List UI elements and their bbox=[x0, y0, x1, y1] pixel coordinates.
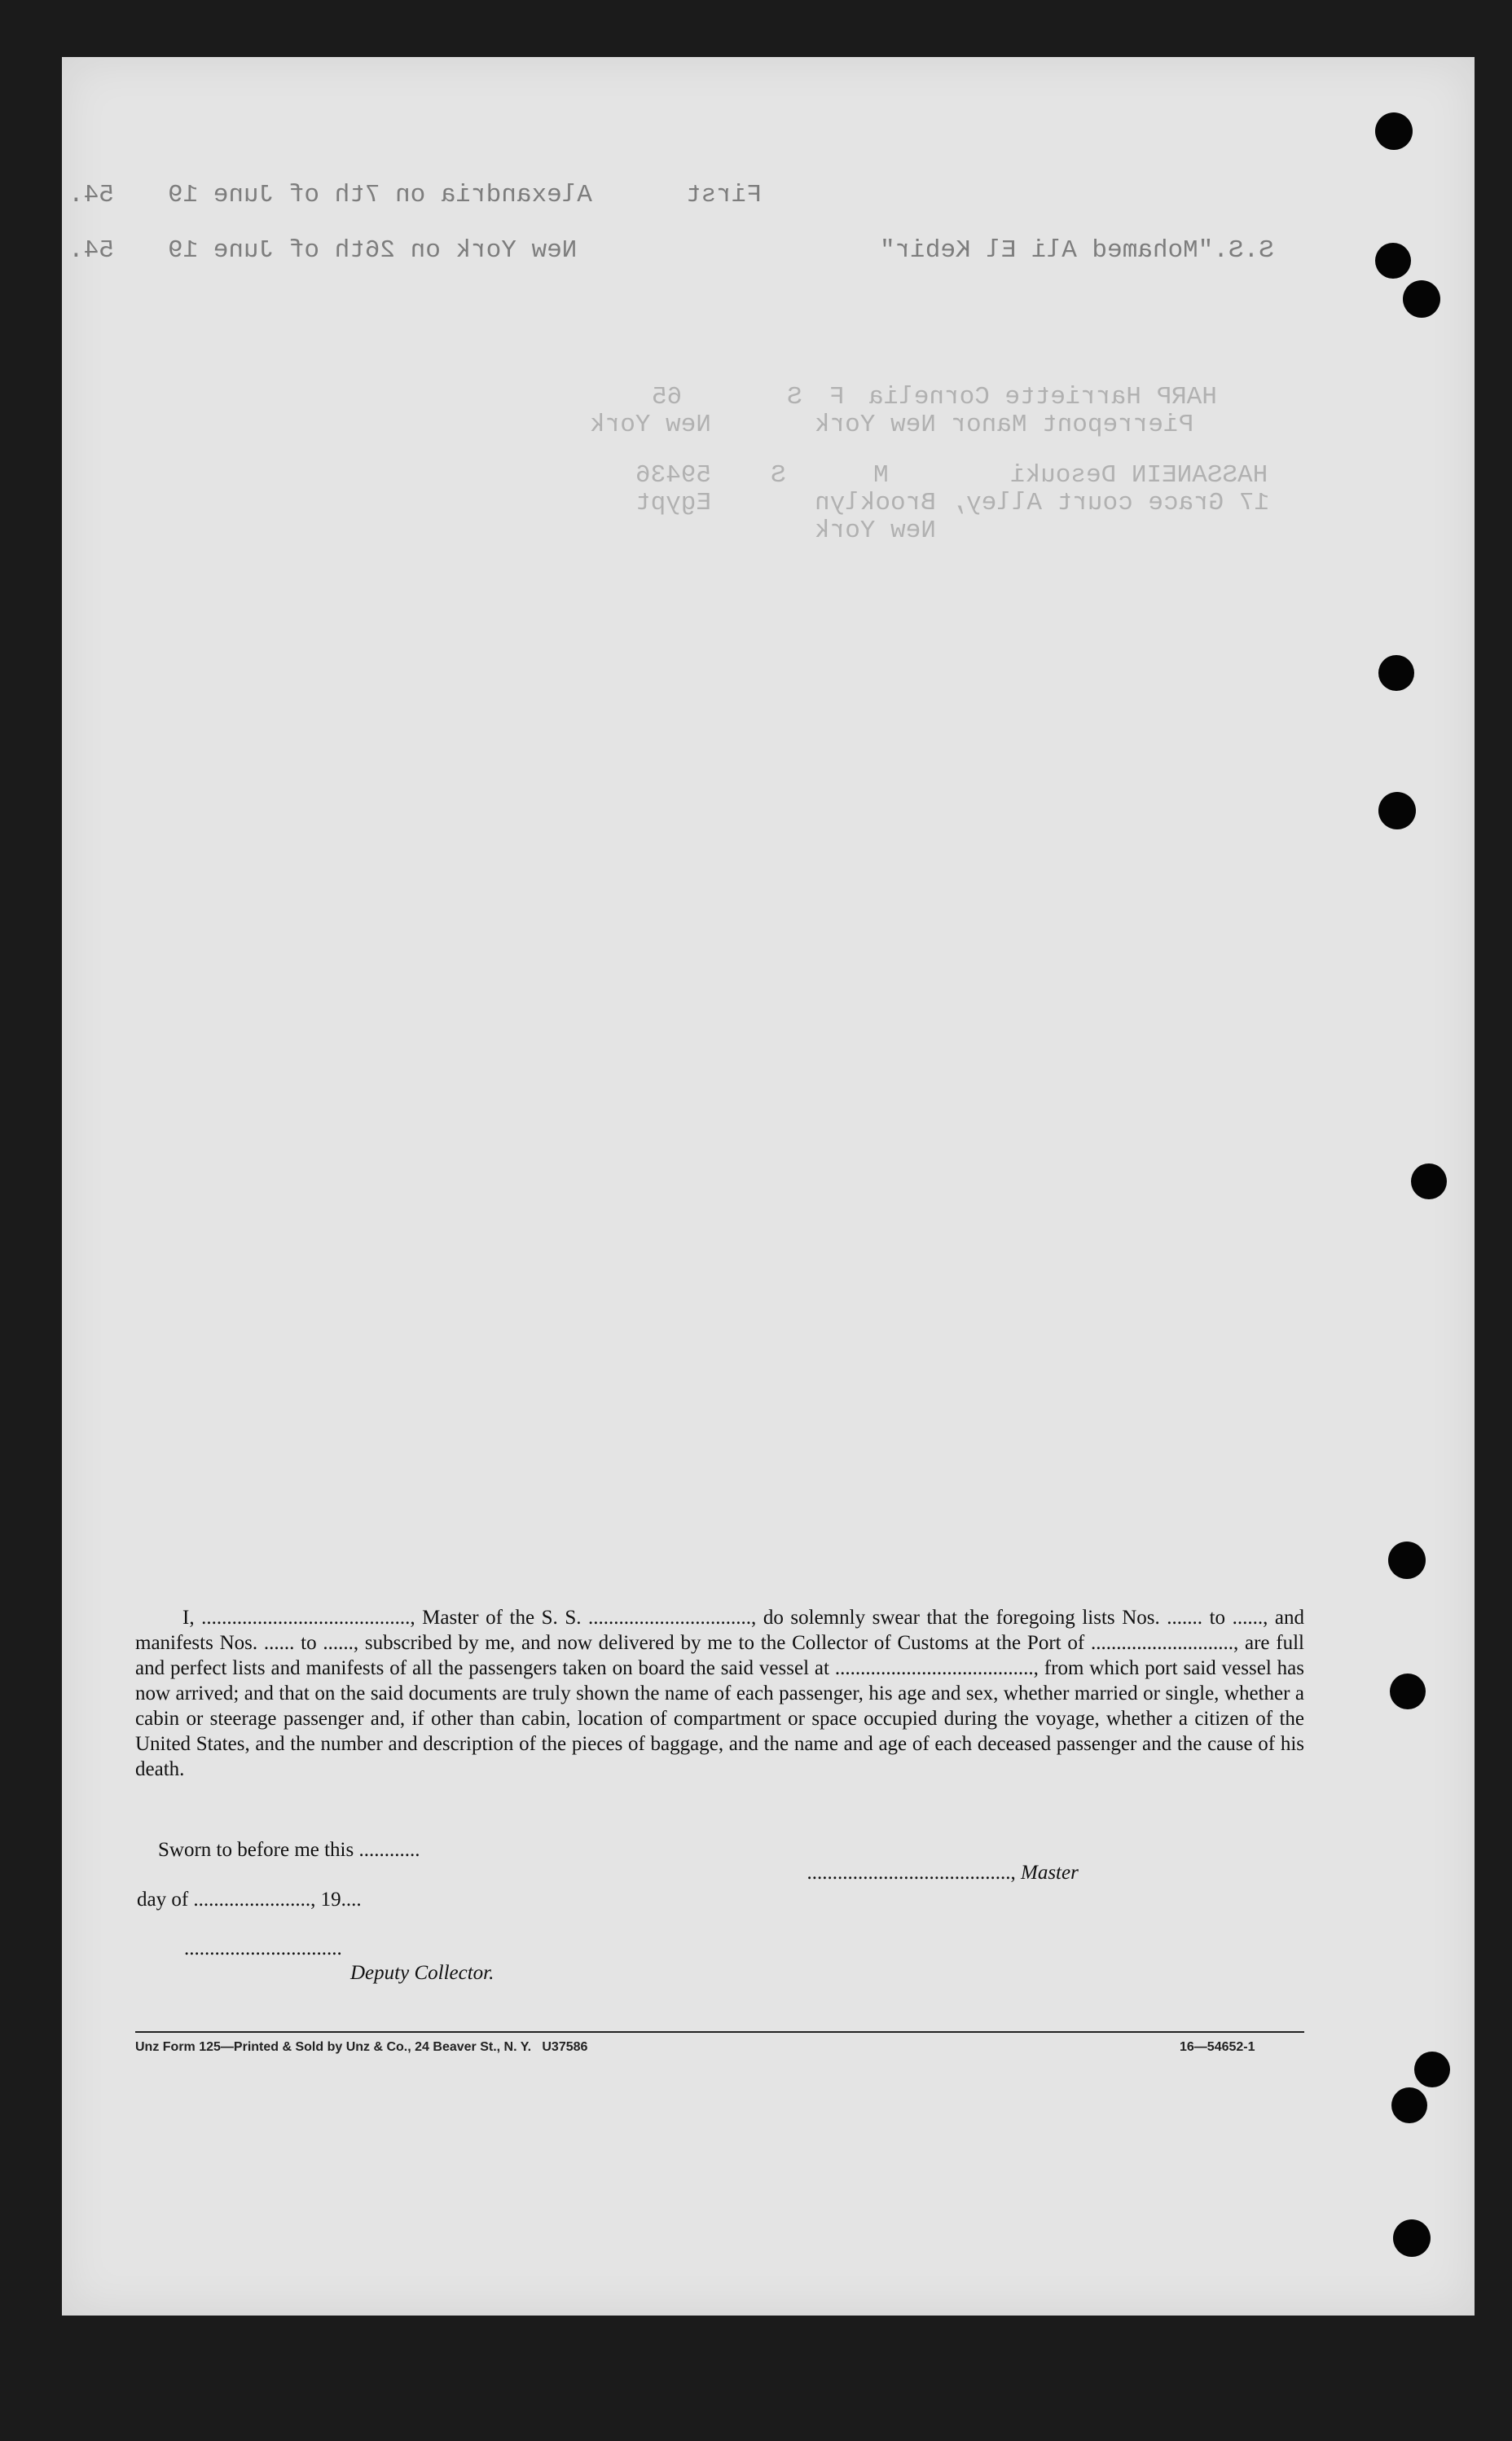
binder-hole bbox=[1378, 792, 1416, 829]
bleed-through-passenger: 17 Grace court Alley, Brooklyn bbox=[815, 489, 1270, 517]
bleed-through-passenger: S bbox=[787, 383, 802, 411]
bleed-through-passenger: 65 bbox=[652, 383, 683, 411]
bleed-through-passenger: Pierrepont Manor New York bbox=[815, 411, 1194, 439]
binder-hole bbox=[1403, 280, 1440, 318]
binder-hole bbox=[1393, 2219, 1431, 2257]
binder-hole bbox=[1375, 243, 1411, 279]
master-label: Master bbox=[1021, 1862, 1079, 1884]
document-page bbox=[62, 57, 1475, 2316]
bleed-through-line: First bbox=[686, 181, 763, 209]
bleed-through-line: S.S."Mohamed Ali El Kebir" bbox=[880, 236, 1274, 265]
master-oath bbox=[135, 1605, 1304, 1782]
bleed-through-passenger: Egypt bbox=[635, 489, 712, 517]
bleed-through-passenger: S bbox=[771, 461, 786, 490]
day-of-line: day of ......................., 19.... bbox=[137, 1889, 362, 1911]
sworn-line: Sworn to before me this ............ bbox=[158, 1839, 420, 1861]
bleed-through-passenger: New York bbox=[815, 517, 936, 545]
binder-hole bbox=[1378, 655, 1414, 691]
binder-hole bbox=[1390, 1674, 1426, 1709]
footer-rule bbox=[135, 2031, 1304, 2033]
binder-hole bbox=[1388, 1542, 1426, 1579]
deputy-collector-label: Deputy Collector. bbox=[350, 1962, 494, 1984]
bleed-through-line: New York on 26th of June 19 bbox=[168, 236, 578, 265]
bleed-through-passenger: F bbox=[829, 383, 845, 411]
bleed-through-passenger: HARP Harriette Cornelia bbox=[868, 383, 1217, 411]
bleed-through-passenger: M bbox=[873, 461, 889, 490]
form-printer-note: Unz Form 125—Printed & Sold by Unz & Co., 24 Beaver St., N. Y. U37586 bbox=[135, 2040, 588, 2054]
bleed-through-passenger: HASSANEIN Desouki bbox=[1010, 461, 1268, 490]
bleed-through-passenger: 59436 bbox=[635, 461, 712, 490]
master-dots: ........................................, bbox=[807, 1862, 1021, 1884]
bleed-through-line: 54. bbox=[68, 236, 114, 265]
bleed-through-line: 54. bbox=[68, 181, 114, 209]
master-signature-line bbox=[797, 1839, 1079, 1885]
bleed-through-line: Alexandria on 7th of June 19 bbox=[168, 181, 592, 209]
binder-hole bbox=[1375, 112, 1413, 150]
oath-text: I, ........................................., Master of the S. S. ................................, do solemnly swear that the foregoing lists Nos. ....... to ......, and manifests Nos. ...... to ......, subscribed by me, and now delivered by me to the Collector of Customs at the Port of ............................, are full and perfect lists and manifests of all the passengers taken on board the said vessel at ......................................., from which port said vessel has now arrived; and that on the said documents are truly shown the name of each passenger, his age and sex, whether married or single, whether a cabin or steerage passenger and, if other than cabin, location of compartment or space occupied during the voyage, whether a citizen of the United States, and the number and description of the pieces of baggage, and the name and age of each deceased passenger and the cause of his death. bbox=[135, 1607, 1304, 1780]
binder-hole bbox=[1391, 2087, 1427, 2123]
binder-hole bbox=[1414, 2052, 1450, 2087]
binder-hole bbox=[1411, 1163, 1447, 1199]
form-number: 16—54652-1 bbox=[1180, 2040, 1255, 2054]
deputy-dots: ............................... bbox=[184, 1937, 342, 1959]
bleed-through-passenger: New York bbox=[590, 411, 711, 439]
